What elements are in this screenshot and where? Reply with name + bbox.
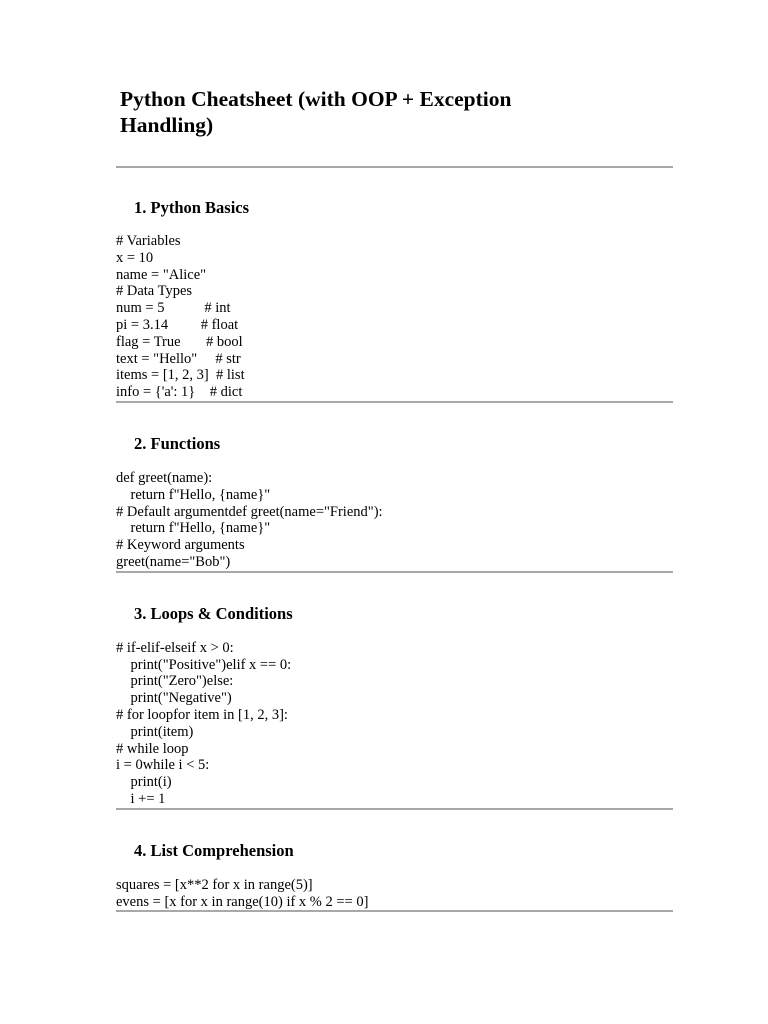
title-divider [116, 166, 673, 168]
section-heading-loops-conditions: 3. Loops & Conditions [134, 603, 293, 623]
section-heading-functions: 2. Functions [134, 433, 221, 453]
section-divider [116, 808, 673, 810]
section-heading-list-comprehension: 4. List Comprehension [134, 840, 294, 860]
document-page [116, 86, 673, 912]
code-block-python-basics: # Variables x = 10 name = "Alice" # Data Types num = 5 # int pi = 3.14 # float flag = True # bool text = "Hello" # str items = [1, 2, 3] # list info = {'a': 1} # dict [116, 233, 245, 401]
page-title-line2: Handling) [120, 113, 214, 137]
page-title [116, 86, 673, 138]
code-block-list-comprehension: squares = [x**2 for x in range(5)] evens = [x for x in range(10) if x % 2 == 0] [116, 876, 369, 910]
page-title-line1: Python Cheatsheet (with OOP + Exception [120, 87, 512, 111]
code-block-functions: def greet(name): return f"Hello, {name}" # Default argumentdef greet(name="Friend"): return f"Hello, {name}" # Keyword arguments greet(name="Bob") [116, 469, 383, 570]
section-divider [116, 571, 673, 573]
section-divider [116, 910, 673, 912]
section-divider [116, 401, 673, 403]
code-block-loops-conditions: # if-elif-elseif x > 0: print("Positive")elif x == 0: print("Zero")else: print("Negative") # for loopfor item in [1, 2, 3]: print(item) # while loop i = 0while i < 5: print(i) i += 1 [116, 639, 292, 807]
section-heading-python-basics: 1. Python Basics [134, 198, 250, 217]
